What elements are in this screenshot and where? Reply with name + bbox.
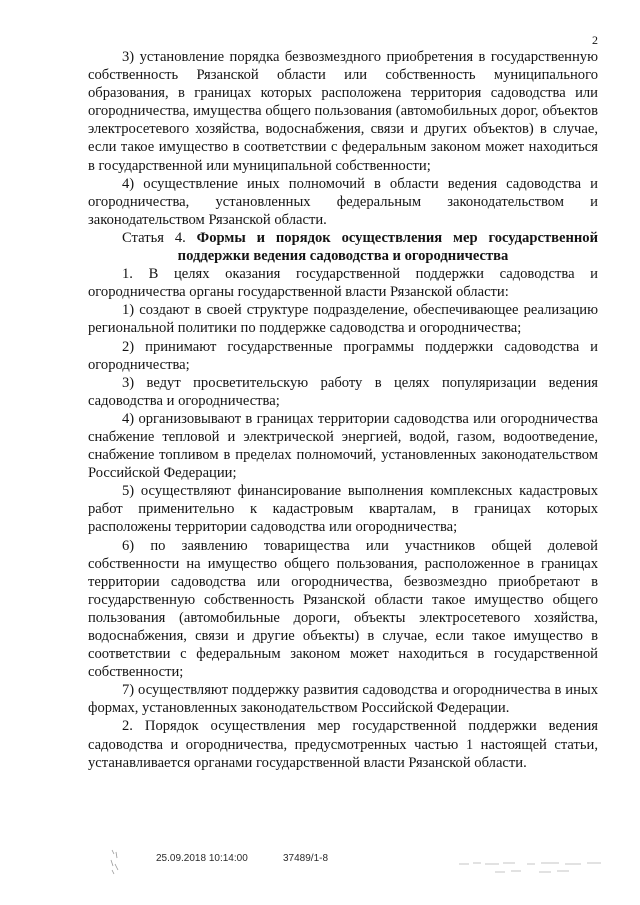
paragraph-subitem-6: 6) по заявлению товарищества или участников общей долевой собственности на имущество общего пользования, расположенное в границах территории садоводства или огородничества, безвозмездно приобретают в государственную собственность Рязанской области такое имущество общего пользования (автомобильные дороги, объекты электросетевого хозяйства, водоснабжения, связи и другие объекты) в случае, если такое имущество в соответствии с федеральным законом может находиться в государственной собственности; [88, 537, 598, 681]
paragraph-item-4: 4) осуществление иных полномочий в области ведения садоводства и огородничества, установленных федеральным законодательством и законодательством Рязанской области. [88, 175, 598, 228]
page-number: 2 [592, 33, 598, 47]
paragraph-subitem-5: 5) осуществляют финансирование выполнения комплексных кадастровых работ применительно к кадастровым кварталам, в границах которых расположены территории садоводства или огородничества; [88, 483, 598, 536]
article-prefix: Статья 4. [122, 229, 186, 246]
footer-document-code: 37489/1-8 [283, 853, 329, 864]
paragraph-item-3: 3) установление порядка безвозмездного приобретения в государственную собственность Рязанской области или собственность муниципального образования, в границах которых расположена территория садоводства или огородничества, имущества общего пользования (автомобильных дорог, объектов электросетевого хозяйства, водоснабжения, связи и других объектов) в случае, если такое имущество в соответствии с федеральным законом может находиться в государственной или муниципальной собственности; [88, 49, 598, 174]
paragraph-subitem-2: 2) принимают государственные программы поддержки садоводства и огородничества; [88, 338, 598, 373]
paragraph-subitem-1: 1) создают в своей структуре подразделение, обеспечивающее реализацию региональной политики по поддержке садоводства и огородничества; [88, 302, 598, 337]
faint-stamp-mark [455, 858, 605, 876]
article-title: Формы и порядок осуществления мер государственной поддержки ведения садоводства и огородничества [177, 229, 598, 265]
paragraph-subitem-7: 7) осуществляют поддержку развития садоводства и огородничества в иных формах, установленных законодательством Российской Федерации. [88, 682, 598, 717]
document-body [88, 48, 598, 772]
article-heading [88, 229, 598, 265]
paragraph-part-2: 2. Порядок осуществления мер государственной поддержки ведения садоводства и огородничества, предусмотренных частью 1 настоящей статьи, устанавливается органами государственной власти Рязанской области. [88, 718, 598, 771]
margin-stamp-mark [108, 848, 122, 876]
paragraph-subitem-3: 3) ведут просветительскую работу в целях популяризации ведения садоводства и огородничества; [88, 374, 598, 409]
footer-datetime: 25.09.2018 10:14:00 [156, 853, 248, 864]
paragraph-part-1: 1. В целях оказания государственной поддержки садоводства и огородничества органы государственной власти Рязанской области: [88, 266, 598, 301]
paragraph-subitem-4: 4) организовывают в границах территории садоводства или огородничества снабжение тепловой и электрической энергией, водой, газом, водоотведение, снабжение топливом в пределах полномочий, установленных законодательством Российской Федерации; [88, 410, 598, 482]
